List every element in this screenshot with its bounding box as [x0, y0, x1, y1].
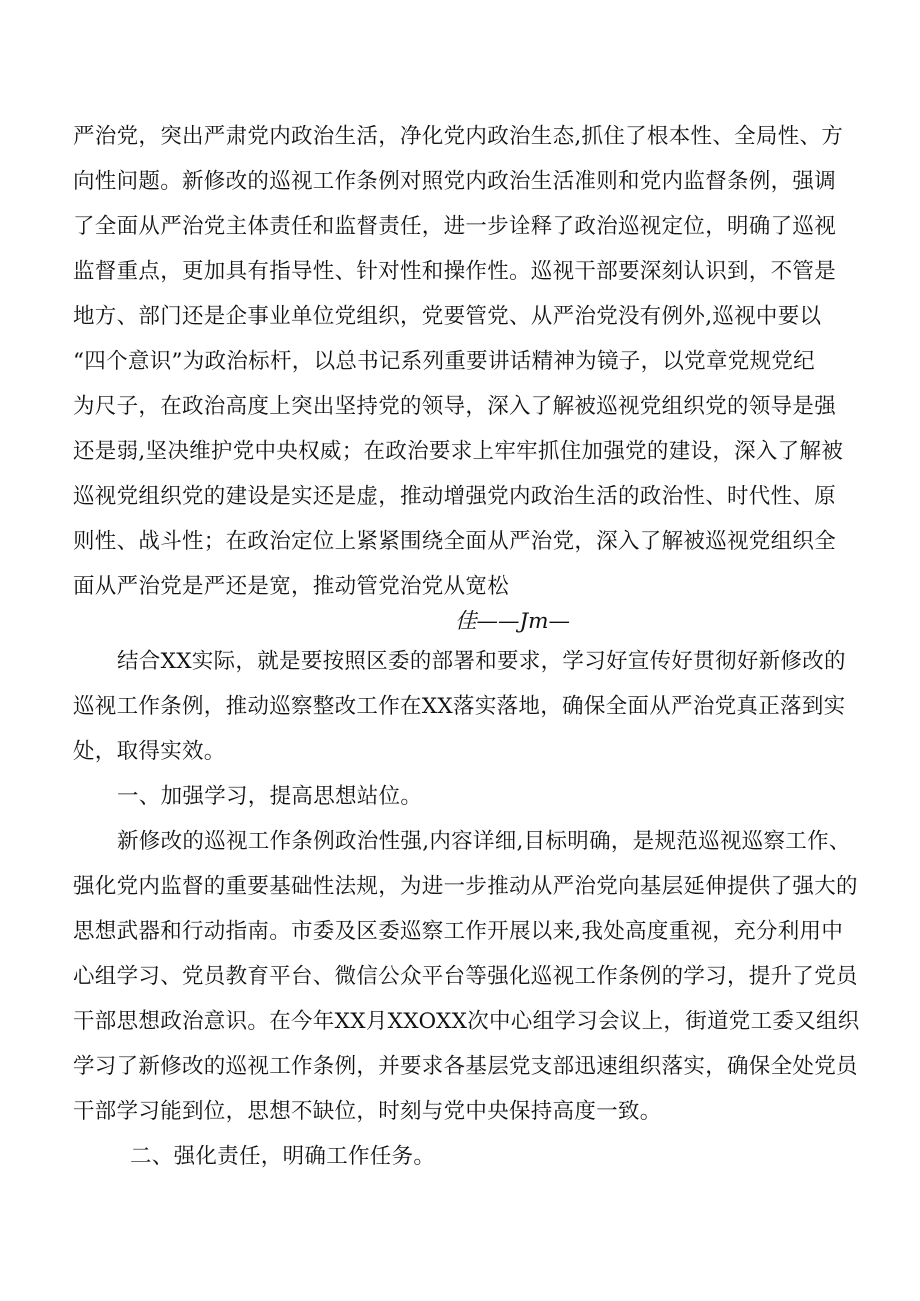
paragraph-line: 还是弱,坚决维护党中央权威；在政治要求上牢牢抓住加强党的建设，深入了解被	[73, 439, 844, 464]
paragraph-line: 面从严治党是严还是宽，推动管党治党从宽松	[73, 574, 510, 599]
section-heading-2: 二、强化责任，明确工作任务。	[130, 1144, 436, 1169]
paragraph-line: 强化党内监督的重要基础性法规，为进一步推动从严治党向基层延伸提供了强大的	[73, 874, 858, 899]
paragraph-line: 严治党，突出严肃党内政治生活，净化党内政治生态,抓住了根本性、全局性、方	[73, 124, 844, 149]
paragraph-line: 地方、部门还是企事业单位党组织，党要管党、从严治党没有例外,巡视中要以	[73, 304, 822, 329]
paragraph-line: “四个意识”为政治标杆，以总书记系列重要讲话精神为镜子，以党章党规党纪	[73, 349, 815, 374]
artifact-text: 佳——Jm—	[455, 609, 571, 634]
paragraph-line: 则性、战斗性；在政治定位上紧紧围绕全面从严治党，深入了解被巡视党组织全	[73, 529, 837, 554]
paragraph-line: 干部思想政治意识。在今年XX月XXOXX次中心组学习会议上，街道党工委又组织	[73, 1009, 860, 1034]
paragraph-line: 心组学习、党员教育平台、微信公众平台等强化巡视工作条例的学习，提升了党员	[73, 964, 858, 989]
paragraph-line: 巡视党组织党的建设是实还是虚，推动增强党内政治生活的政治性、时代性、原	[73, 484, 837, 509]
paragraph-line: 干部学习能到位，思想不缺位，时刻与党中央保持高度一致。	[73, 1099, 662, 1124]
section-heading-1: 一、加强学习，提高思想站位。	[117, 784, 423, 809]
paragraph-line: 新修改的巡视工作条例政治性强,内容详细,目标明确，是规范巡视巡察工作、	[117, 829, 851, 854]
paragraph-line: 监督重点，更加具有指导性、针对性和操作性。巡视干部要深刻认识到，不管是	[73, 259, 837, 284]
paragraph-line: 结合XX实际，就是要按照区委的部署和要求，学习好宣传好贯彻好新修改的	[117, 649, 846, 674]
paragraph-line: 巡视工作条例，推动巡察整改工作在XX落实落地，确保全面从严治党真正落到实	[73, 694, 846, 719]
paragraph-line: 处，取得实效。	[73, 739, 226, 764]
paragraph-line: 了全面从严治党主体责任和监督责任，进一步诠释了政治巡视定位，明确了巡视	[73, 214, 837, 239]
paragraph-line: 为尺子，在政治高度上突出坚持党的领导，深入了解被巡视党组织党的领导是强	[73, 394, 837, 419]
paragraph-line: 学习了新修改的巡视工作条例，并要求各基层党支部迅速组织落实，确保全处党员	[73, 1054, 858, 1079]
paragraph-line: 向性问题。新修改的巡视工作条例对照党内政治生活准则和党内监督条例，强调	[73, 169, 837, 194]
paragraph-line: 思想武器和行动指南。市委及区委巡察工作开展以来,我处高度重视，充分利用中	[73, 919, 844, 944]
